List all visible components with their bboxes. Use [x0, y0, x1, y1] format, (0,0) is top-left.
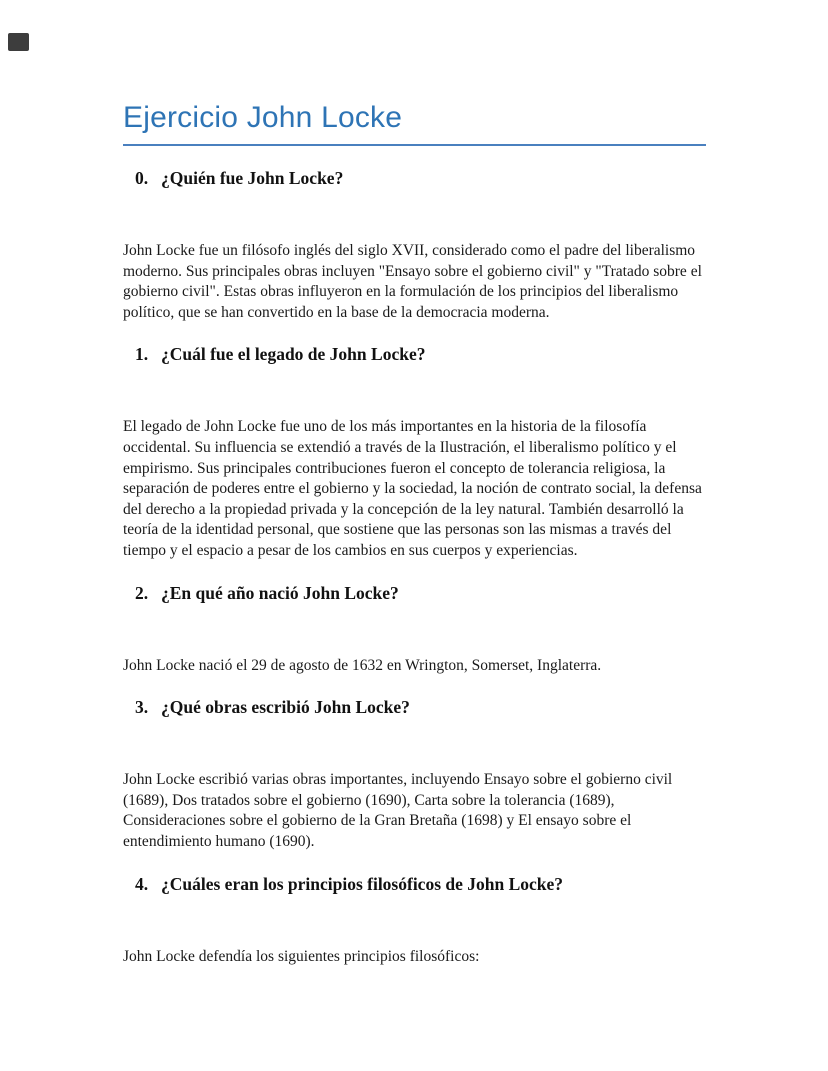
- qa-section-3: [123, 697, 706, 852]
- qa-section-1: [123, 344, 706, 561]
- question-heading: [135, 874, 706, 895]
- question-heading: [135, 583, 706, 604]
- qa-section-4: [123, 874, 706, 968]
- question-number: 0.: [135, 168, 149, 188]
- question-heading: [135, 168, 706, 189]
- question-text: ¿Qué obras escribió John Locke?: [161, 697, 410, 718]
- question-text: ¿Cuáles eran los principios filosóficos de John Locke?: [161, 873, 564, 894]
- question-text: ¿En qué año nació John Locke?: [161, 582, 399, 603]
- qa-section-2: [123, 583, 706, 677]
- document-content: [123, 0, 706, 967]
- question-text: ¿Cuál fue el legado de John Locke?: [161, 344, 426, 365]
- document-title: Ejercicio John Locke: [123, 101, 706, 146]
- question-heading: [135, 344, 706, 365]
- qa-section-0: [123, 168, 706, 323]
- question-text: ¿Quién fue John Locke?: [161, 168, 344, 188]
- answer-paragraph: John Locke defendía los siguientes principios filosóficos:: [123, 947, 480, 965]
- question-heading: [135, 697, 706, 718]
- question-number: 3.: [135, 697, 149, 718]
- question-number: 1.: [135, 344, 149, 365]
- question-number: 4.: [135, 873, 149, 894]
- question-number: 2.: [135, 582, 149, 603]
- answer-paragraph: John Locke fue un filósofo inglés del siglo XVII, considerado como el padre del liberalismo moderno. Sus principales obras incluyen "Ensayo sobre el gobierno civil" y "Tratado sobre el gobierno civil". Estas obras influyeron en la formulación de los principios del liberalismo político, que se han convertido en la base de la democracia moderna.: [123, 242, 702, 321]
- answer-paragraph: John Locke escribió varias obras importantes, incluyendo Ensayo sobre el gobierno civil (1689), Dos tratados sobre el gobierno (1690), Carta sobre la tolerancia (1689), Consideraciones sobre el gobierno de la Gran Bretaña (1698) y El ensayo sobre el entendimiento humano (1690).: [123, 771, 673, 850]
- dark-square-artifact: [8, 33, 29, 51]
- answer-paragraph: John Locke nació el 29 de agosto de 1632 en Wrington, Somerset, Inglaterra.: [123, 656, 602, 674]
- answer-paragraph: El legado de John Locke fue uno de los más importantes en la historia de la filosofía occidental. Su influencia se extendió a través de la Ilustración, el liberalismo político y el empirismo. Sus principales contribuciones fueron el concepto de tolerancia religiosa, la separación de poderes entre el gobierno y la sociedad, la noción de contrato social, la defensa del derecho a la propiedad privada y la concepción de la ley natural. También desarrolló la teoría de la identidad personal, que sostiene que las personas son las mismas a través del tiempo y el espacio a pesar de los cambios en sus cuerpos y experiencias.: [123, 418, 702, 559]
